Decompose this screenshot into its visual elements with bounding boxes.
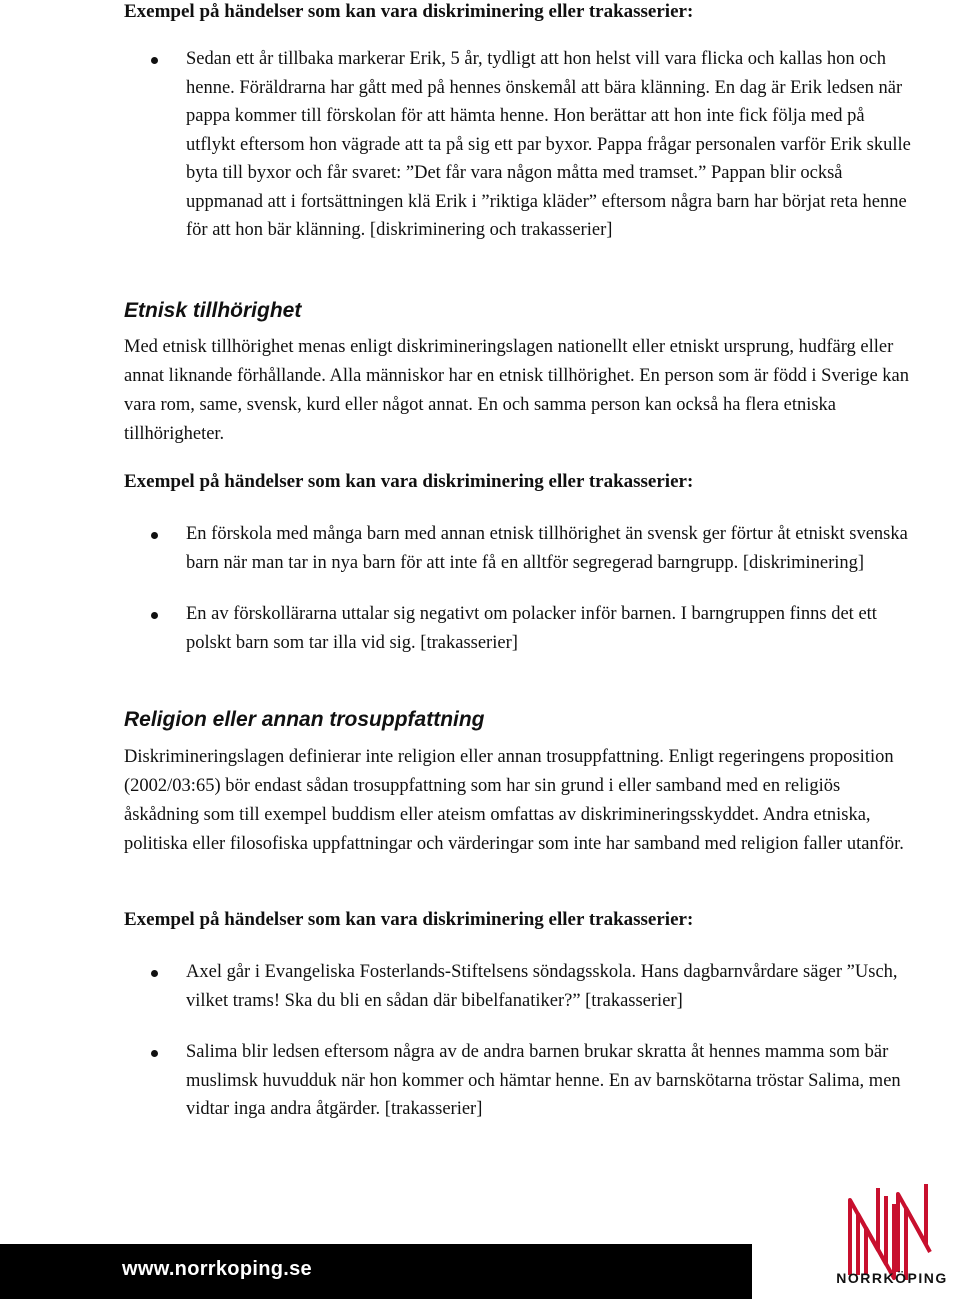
bullet-icon	[151, 57, 158, 64]
bullet-list	[124, 958, 914, 1124]
footer-url-link[interactable]: www.norrkoping.se	[122, 1258, 312, 1280]
list-item: En förskola med många barn med annan etnisk tillhörighet än svensk ger förtur åt etniskt svenska barn när man tar in nya barn för att inte få en alltför segregerad barngrupp. [diskriminering]	[0, 520, 914, 577]
bullet-icon	[151, 612, 158, 619]
bullet-list	[124, 45, 914, 245]
bullet-icon	[151, 970, 158, 977]
example-heading: Exempel på händelser som kan vara diskriminering eller trakasserier:	[124, 471, 694, 492]
bullet-list	[124, 520, 914, 657]
paragraph-religion: Diskrimineringslagen definierar inte religion eller annan trosuppfattning. Enligt regeringens proposition (2002/03:65) bör endast sådan trosuppfattning som har sin grund i eller samband med en religiös åskådning som till exempel buddism eller ateism omfattas av diskrimineringsskyddet. Andra etniska, politiska eller filosofiska uppfattningar och värderingar som inte har samband med religion faller utanför.	[124, 747, 904, 854]
footer-bar	[0, 1244, 752, 1299]
example-heading: Exempel på händelser som kan vara diskriminering eller trakasserier:	[124, 1, 694, 22]
list-item: Axel går i Evangeliska Fosterlands-Stiftelsens söndagsskola. Hans dagbarnvårdare säger ”Usch, vilket trams! Ska du bli en sådan där bibelfanatiker?” [trakasserier]	[0, 958, 914, 1015]
section-heading-etnisk: Etnisk tillhörighet	[124, 299, 302, 322]
bullet-icon	[151, 1050, 158, 1057]
paragraph-etnisk: Med etnisk tillhörighet menas enligt diskrimineringslagen nationellt eller etniskt ursprung, hudfärg eller annat liknande förhållande. Alla människor har en etnisk tillhörighet. En person som är född i Sverige kan vara rom, same, svensk, kurd eller något annat. En och samma person kan också ha flera etniska tillhörigheter.	[124, 337, 910, 444]
list-item: Salima blir ledsen eftersom några av de andra barnen brukar skratta åt hennes mamma som bär muslimsk huvudduk när hon kommer och hämtar henne. En av barnskötarna tröstar Salima, men vidtar inga andra åtgärder. [trakasserier]	[0, 1038, 914, 1124]
section-heading-religion: Religion eller annan trosuppfattning	[124, 708, 485, 731]
list-item: En av förskollärarna uttalar sig negativt om polacker inför barnen. I barngruppen finns det ett polskt barn som tar illa vid sig. [trakasserier]	[0, 600, 914, 657]
bullet-icon	[151, 532, 158, 539]
list-item: Sedan ett år tillbaka markerar Erik, 5 år, tydligt att hon helst vill vara flicka och kallas hon och henne. Föräldrarna har gått med på hennes önskemål att bära klänning. En dag är Erik ledsen när pappa kommer till förskolan för att hämta henne. Hon berättar att hon inte fick följa med på utflykt eftersom hon vägrade att ta på sig ett par byxor. Pappa frågar personalen varför Erik skulle byta till byxor och får svaret: ”Det får vara någon måtta med tramset.” Pappan blir också uppmanad att i fortsättningen klä Erik i ”riktiga kläder” eftersom några barn har börjat reta henne för att hon bär klänning. [diskriminering och trakasserier]	[0, 45, 914, 245]
logo-text: NORRKÖPING	[836, 1270, 948, 1286]
example-heading: Exempel på händelser som kan vara diskriminering eller trakasserier:	[124, 909, 694, 930]
